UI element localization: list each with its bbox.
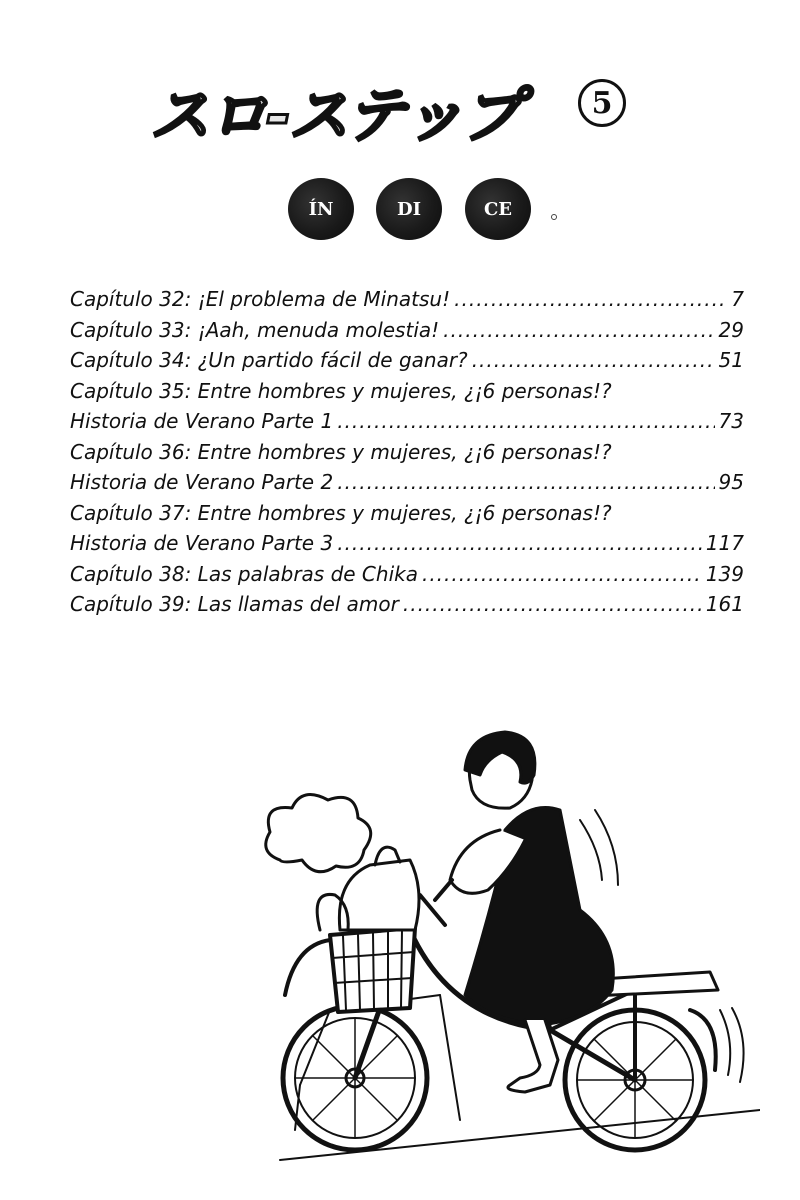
dot-leader: [454, 284, 727, 315]
toc-entry-title: Capítulo 36: Entre hombres y mujeres, ¿¡6 personas!?: [70, 439, 612, 464]
smoke-puff: [266, 795, 371, 872]
series-logo: [150, 60, 630, 150]
dot-leader: [337, 406, 714, 437]
volume-number: 5: [578, 79, 626, 127]
toc-entry-page: 161: [705, 592, 744, 616]
toc-entry-title: Historia de Verano Parte 3: [70, 531, 334, 555]
toc-entry: [70, 467, 744, 498]
toc-entry: [70, 345, 744, 376]
toc-entry: [70, 589, 744, 620]
series-title: スロ-ステップ: [150, 81, 520, 151]
index-heading-part-3: CE: [465, 178, 531, 240]
dot-leader: [422, 559, 702, 590]
index-heading-part-2: DI: [376, 178, 442, 240]
dot-leader: [337, 528, 702, 559]
toc-entry-page: 139: [705, 561, 744, 586]
toc-entry-title: Capítulo 34: ¿Un partido fácil de ganar?: [70, 348, 468, 372]
toc-entry: [70, 284, 744, 315]
toc-entry: [70, 406, 744, 437]
toc-entry: [70, 376, 744, 407]
front-basket: [330, 928, 415, 1012]
toc-list: [70, 284, 744, 620]
toc-entry-title: Capítulo 39: Las llamas del amor: [70, 592, 399, 616]
index-heading-part-1: ÍN: [288, 178, 354, 240]
toc-entry: [70, 498, 744, 529]
toc-entry-title: Historia de Verano Parte 1: [70, 409, 334, 433]
dot-leader: [403, 589, 702, 620]
ground-line: [280, 1110, 760, 1160]
toc-entry-title: Capítulo 35: Entre hombres y mujeres, ¿¡6 personas!?: [70, 378, 612, 403]
dot-leader: [472, 345, 715, 376]
toc-entry-title: Capítulo 32: ¡El problema de Minatsu!: [70, 287, 451, 311]
toc-entry-page: 73: [718, 409, 744, 433]
dot-leader: [443, 315, 714, 346]
toc-entry-page: 95: [718, 470, 744, 494]
school-bag: [317, 847, 419, 930]
toc-entry-title: Capítulo 37: Entre hombres y mujeres, ¿¡6 personas!?: [70, 500, 612, 525]
toc-entry-page: 29: [718, 317, 744, 342]
toc-entry-page: 117: [705, 531, 744, 555]
dot-leader: [337, 467, 714, 498]
toc-entry-title: Capítulo 38: Las palabras de Chika: [70, 561, 418, 586]
toc-entry: [70, 437, 744, 468]
toc-entry-title: Historia de Verano Parte 2: [70, 470, 334, 494]
toc-entry: [70, 559, 744, 590]
toc-entry-page: 51: [718, 348, 744, 372]
toc-entry: [70, 528, 744, 559]
girl-figure: [435, 732, 613, 1092]
toc-entry-title: Capítulo 33: ¡Aah, menuda molestia!: [70, 317, 440, 342]
toc-entry-page: 7: [731, 287, 744, 311]
girl-riding-bicycle-illustration: [240, 690, 760, 1170]
toc-entry: [70, 315, 744, 346]
ink-speck: [551, 214, 557, 220]
